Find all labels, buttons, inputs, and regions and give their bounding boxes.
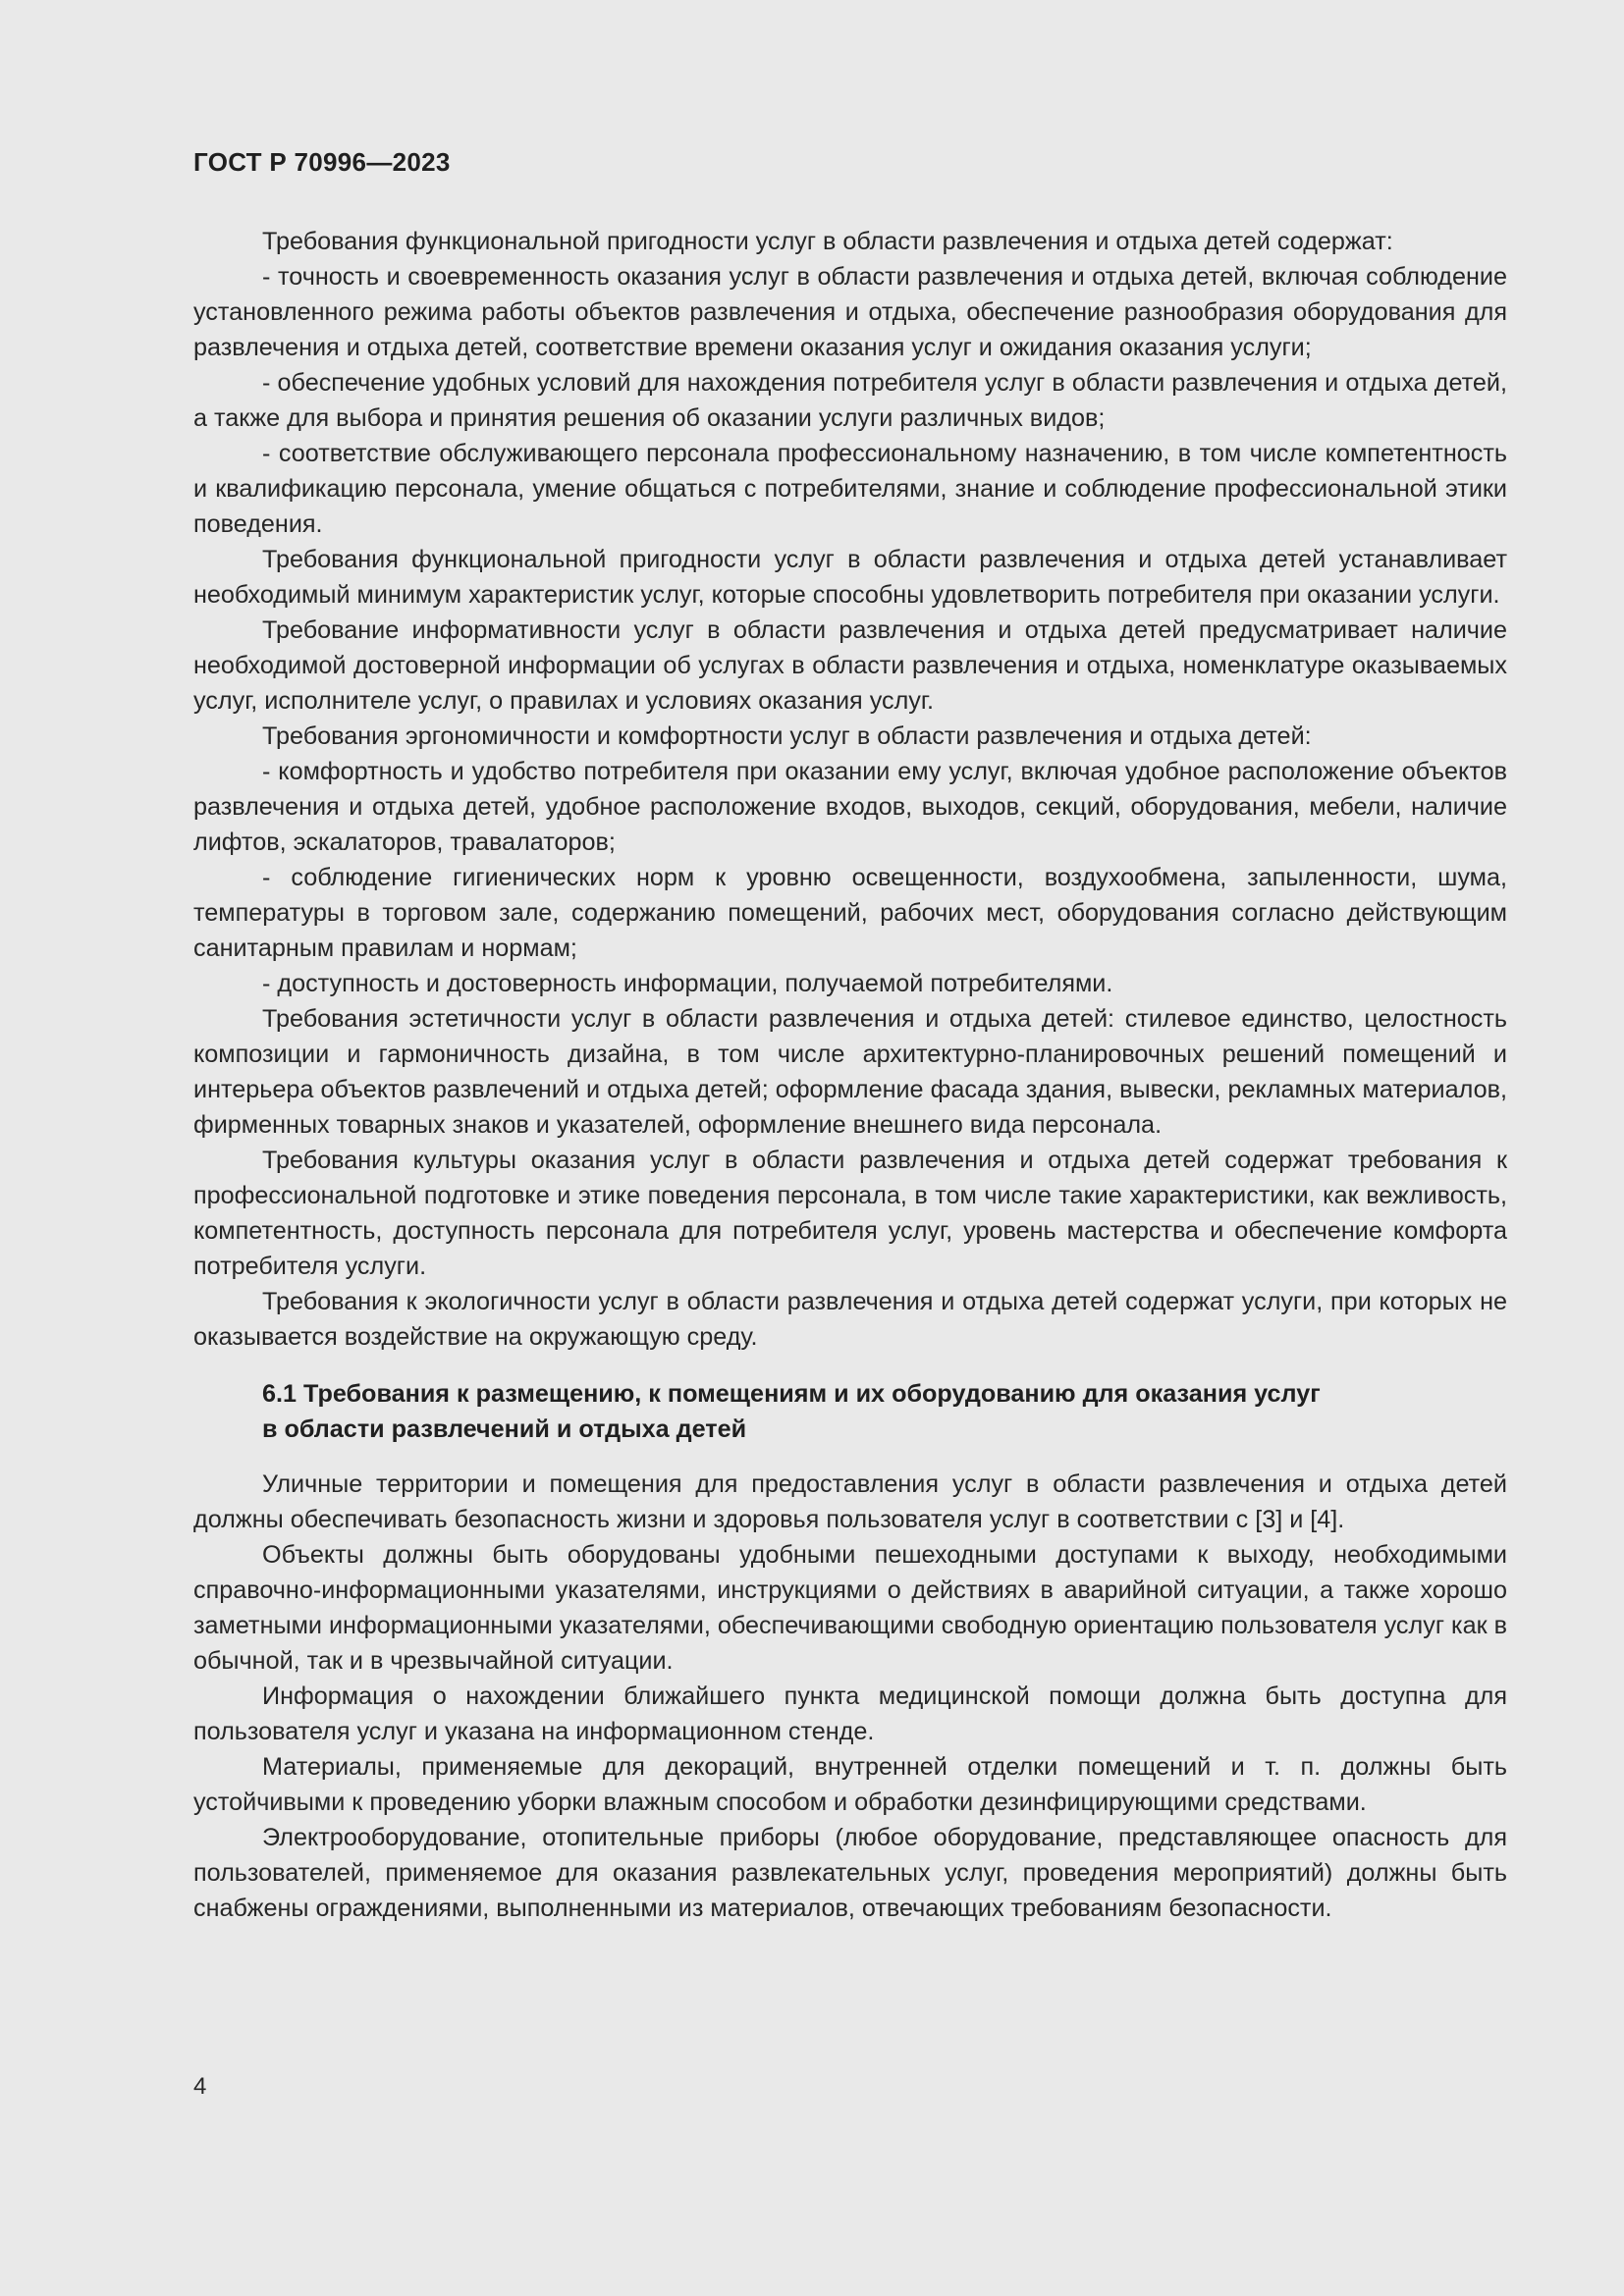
paragraph: Требования функциональной пригодности услуг в области развлечения и отдыха детей содержат: <box>262 228 1393 255</box>
paragraph: Электрооборудование, отопительные приборы (любое оборудование, представляющее опасность для пользователей, применяемое для оказания развлекательных услуг, проведения мероприятий) должны быть снабжены ограждениями, выполненными из материалов, отвечающих требованиям безопасности. <box>193 1824 1507 1922</box>
paragraph: Требования эргономичности и комфортности услуг в области развлечения и отдыха детей: <box>262 722 1312 750</box>
paragraph: Материалы, применяемые для декораций, внутренней отделки помещений и т. п. должны быть устойчивыми к проведению уборки влажным способом и обработки дезинфицирующими средствами. <box>193 1753 1507 1816</box>
paragraph: Требования эстетичности услуг в области развлечения и отдыха детей: стилевое единство, целостность композиции и гармоничность дизайна, в том числе архитектурно-планировочных решений помещений и интерьера объектов развлечений и отдыха детей; оформление фасада здания, вывески, рекламных материалов, фирменных товарных знаков и указателей, оформление внешнего вида персонала. <box>193 1005 1507 1139</box>
document-body <box>193 224 1507 1926</box>
section-heading <box>262 1376 1507 1447</box>
paragraph: Объекты должны быть оборудованы удобными пешеходными доступами к выходу, необходимыми справочно-информационными указателями, инструкциями о действиях в аварийной ситуации, а также хорошо заметными информационными указателями, обеспечивающими свободную ориентацию пользователя услуг как в обычной, так и в чрезвычайной ситуации. <box>193 1541 1507 1675</box>
document-header: ГОСТ Р 70996—2023 <box>193 147 451 177</box>
paragraph: Требования к экологичности услуг в области развлечения и отдыха детей содержат услуги, при которых не оказывается воздействие на окружающую среду. <box>193 1288 1507 1351</box>
paragraph: - соответствие обслуживающего персонала профессиональному назначению, в том числе компетентность и квалификацию персонала, умение общаться с потребителями, знание и соблюдение профессиональной этики поведения. <box>193 440 1507 538</box>
paragraph: - точность и своевременность оказания услуг в области развлечения и отдыха детей, включая соблюдение установленного режима работы объектов развлечения и отдыха, обеспечение разнообразия оборудования для развлечения и отдыха детей, соответствие времени оказания услуг и ожидания оказания услуги; <box>193 263 1507 361</box>
paragraph: Уличные территории и помещения для предоставления услуг в области развлечения и отдыха детей должны обеспечивать безопасность жизни и здоровья пользователя услуг в соответствии с [3] и [4]. <box>193 1470 1507 1533</box>
paragraph: - обеспечение удобных условий для нахождения потребителя услуг в области развлечения и отдыха детей, а также для выбора и принятия решения об оказании услуги различных видов; <box>193 369 1507 432</box>
page-number: 4 <box>193 2073 207 2100</box>
paragraph: Требования культуры оказания услуг в области развлечения и отдыха детей содержат требования к профессиональной подготовке и этике поведения персонала, в том числе такие характеристики, как вежливость, компетентность, доступность персонала для потребителя услуг, уровень мастерства и обеспечение комфорта потребителя услуги. <box>193 1147 1507 1280</box>
paragraph: Требования функциональной пригодности услуг в области развлечения и отдыха детей устанавливает необходимый минимум характеристик услуг, которые способны удовлетворить потребителя при оказании услуги. <box>193 546 1507 609</box>
paragraph: - комфортность и удобство потребителя при оказании ему услуг, включая удобное расположение объектов развлечения и отдыха детей, удобное расположение входов, выходов, секций, оборудования, мебели, наличие лифтов, эскалаторов, травалаторов; <box>193 758 1507 856</box>
paragraph: Требование информативности услуг в области развлечения и отдыха детей предусматривает наличие необходимой достоверной информации об услугах в области развлечения и отдыха, номенклатуре оказываемых услуг, исполнителе услуг, о правилах и условиях оказания услуг. <box>193 616 1507 715</box>
paragraph: Информация о нахождении ближайшего пункта медицинской помощи должна быть доступна для пользователя услуг и указана на информационном стенде. <box>193 1682 1507 1745</box>
paragraph: - доступность и достоверность информации, получаемой потребителями. <box>262 970 1113 997</box>
paragraph: - соблюдение гигиенических норм к уровню освещенности, воздухообмена, запыленности, шума, температуры в торговом зале, содержанию помещений, рабочих мест, оборудования согласно действующим санитарным правилам и нормам; <box>193 864 1507 962</box>
section-heading-line: в области развлечений и отдыха детей <box>262 1415 747 1443</box>
section-heading-line: 6.1 Требования к размещению, к помещениям и их оборудованию для оказания услуг <box>262 1380 1321 1408</box>
